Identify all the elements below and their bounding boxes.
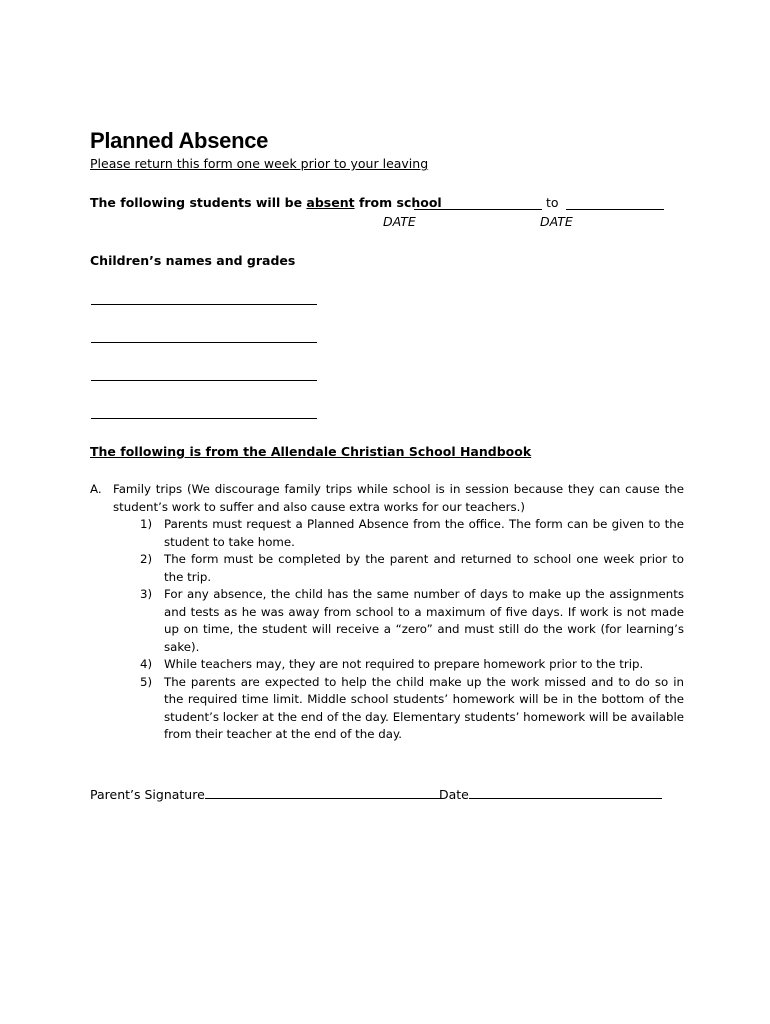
- start-date-label: DATE: [383, 214, 416, 229]
- list-marker-a: A.: [90, 482, 102, 496]
- date-row: [439, 787, 662, 802]
- list-item-text: While teachers may, they are not required to prepare homework prior to the trip.: [164, 657, 644, 671]
- signature-date-label: Date: [439, 787, 469, 802]
- absence-suffix: from school: [354, 195, 442, 210]
- family-trips-text: Family trips (We discourage family trips while school is in session because they can cause the student’s work to suffer and also cause extra works for our teachers.): [113, 482, 684, 514]
- list-item-number: 1): [140, 517, 153, 531]
- signature-date-field[interactable]: [469, 787, 662, 799]
- child-name-line-1[interactable]: [91, 304, 317, 305]
- page-title: Planned Absence: [90, 128, 269, 153]
- list-item: [140, 674, 684, 744]
- list-item: [140, 586, 684, 656]
- list-item-text: For any absence, the child has the same number of days to make up the assignments and tests as he was away from school to a maximum of five days. If work is not made up on time, the student will receive a “zero” and must still do the work (for learning’s sake).: [164, 587, 684, 654]
- end-date-field[interactable]: [566, 198, 664, 210]
- list-item-number: 2): [140, 552, 153, 566]
- list-item: [140, 656, 684, 674]
- handbook-sublist: [140, 516, 684, 744]
- signature-row: [90, 787, 441, 802]
- parent-signature-field[interactable]: [205, 787, 441, 799]
- list-item: [140, 551, 684, 586]
- to-label: to: [546, 195, 559, 210]
- page-subtitle: Please return this form one week prior to your leaving: [90, 156, 429, 171]
- parent-signature-label: Parent’s Signature: [90, 787, 205, 802]
- child-name-line-3[interactable]: [91, 380, 317, 381]
- absence-prefix: The following students will be: [90, 195, 307, 210]
- list-item-text: Parents must request a Planned Absence from the office. The form can be given to the student to take home.: [164, 517, 684, 549]
- child-name-line-4[interactable]: [91, 418, 317, 419]
- list-item-number: 5): [140, 674, 153, 689]
- absence-statement: [90, 195, 442, 210]
- list-item-number: 3): [140, 587, 153, 601]
- children-heading: Children’s names and grades: [90, 253, 296, 268]
- handbook-heading: The following is from the Allendale Christian School Handbook: [90, 444, 532, 459]
- list-item-number: 4): [140, 657, 153, 671]
- list-item-text: The parents are expected to help the child make up the work missed and to do so in the required time limit. Middle school students’ homework will be in the bottom of the student’s locker at the end of the day. Elementary students’ homework will be available from their teacher at the end of the day.: [164, 674, 684, 741]
- list-item-text: The form must be completed by the parent and returned to school one week prior to the trip.: [164, 552, 684, 584]
- absent-word: absent: [306, 195, 355, 210]
- start-date-field[interactable]: [414, 198, 542, 210]
- child-name-line-2[interactable]: [91, 342, 317, 343]
- handbook-list: [90, 481, 684, 744]
- list-item: [140, 516, 684, 551]
- end-date-label: DATE: [540, 214, 573, 229]
